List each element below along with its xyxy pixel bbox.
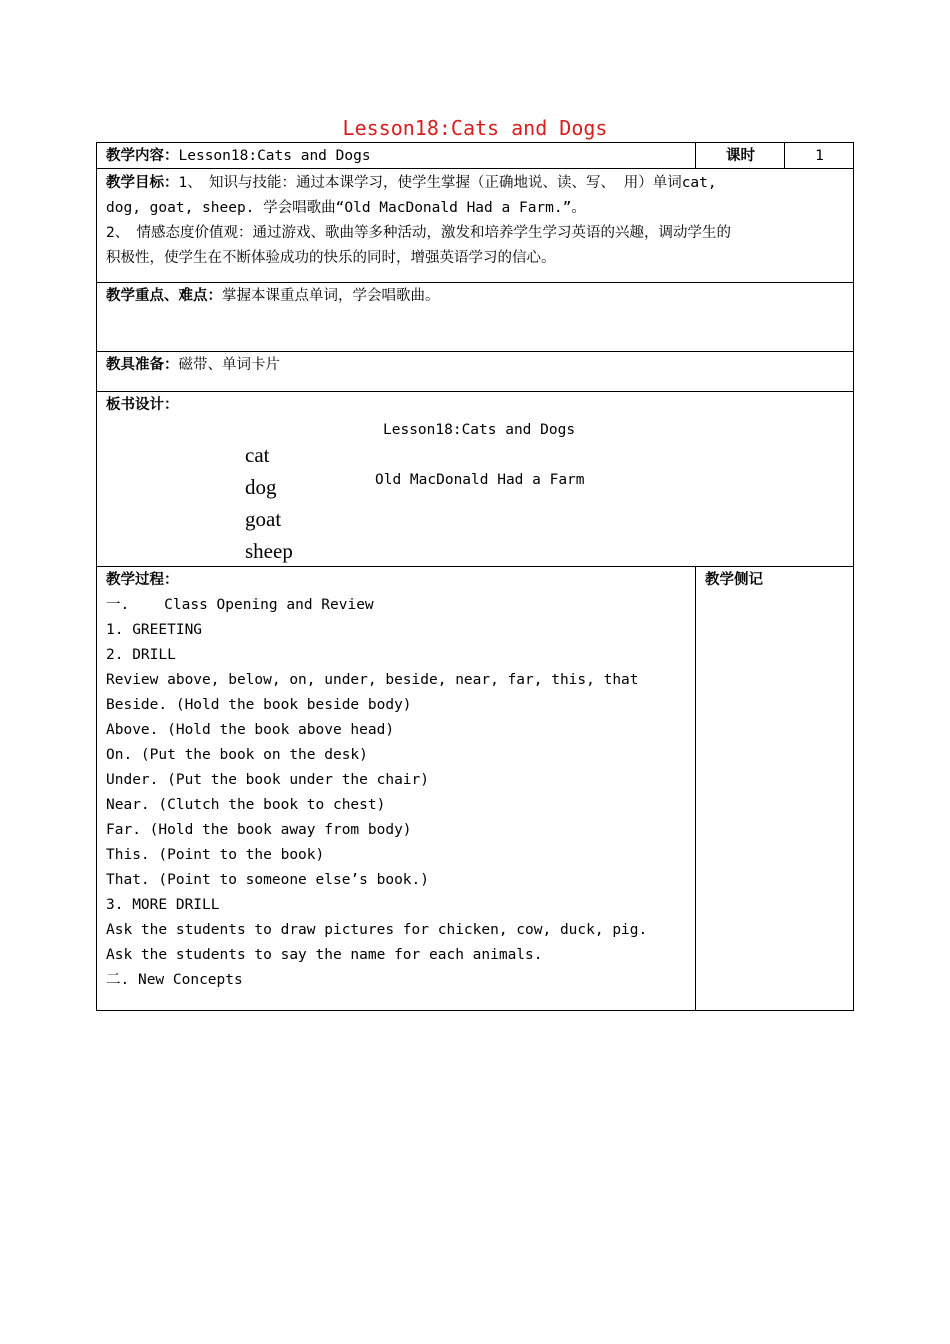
board-word-sheep: sheep <box>245 539 293 563</box>
notes-label: 教学侧记 <box>705 572 763 588</box>
process-line: 二. New Concepts <box>106 972 243 988</box>
board-word-dog: dog <box>245 475 277 499</box>
process-line: 1. GREETING <box>106 622 203 638</box>
content-label: 教学内容： <box>106 148 179 164</box>
process-label: 教学过程： <box>106 572 179 588</box>
goals-cell <box>106 171 845 282</box>
board-word-list <box>245 439 293 566</box>
lesson-plan-table <box>96 142 854 1011</box>
hours-label: 课时 <box>726 148 755 164</box>
process-line: On. (Put the book on the desk) <box>106 747 368 763</box>
key-points-label: 教学重点、难点： <box>106 288 222 304</box>
materials-cell <box>106 353 280 391</box>
process-line: 3. MORE DRILL <box>106 897 220 913</box>
goals-line-2: dog, goat, sheep. 学会唱歌曲“Old MacDonald Had a Farm.”。 <box>106 200 586 216</box>
board-song: Old MacDonald Had a Farm <box>375 472 585 488</box>
process-line: Far. (Hold the book away from body) <box>106 822 412 838</box>
goals-row <box>97 169 853 283</box>
process-line: This. (Point to the book) <box>106 847 325 863</box>
content-value: Lesson18:Cats and Dogs <box>178 148 371 164</box>
process-line: Under. (Put the book under the chair) <box>106 772 430 788</box>
process-line: Review above, below, on, under, beside, near, far, this, that <box>106 672 639 688</box>
process-row <box>97 567 853 1010</box>
board-word-goat: goat <box>245 507 282 531</box>
board-heading: Lesson18:Cats and Dogs <box>383 422 576 438</box>
goals-line-3: 2、 情感态度价值观：通过游戏、歌曲等多种活动，激发和培养学生学习英语的兴趣，调动学生的 <box>106 225 731 241</box>
process-line: Ask the students to say the name for each animals. <box>106 947 543 963</box>
process-line: Beside. (Hold the book beside body) <box>106 697 412 713</box>
process-line: Ask the students to draw pictures for chicken, cow, duck, pig. <box>106 922 648 938</box>
goals-line-1: 1、 知识与技能：通过本课学习，使学生掌握（正确地说、读、写、 用）单词cat, <box>178 175 717 191</box>
materials-label: 教具准备： <box>106 357 179 373</box>
goals-line-4: 积极性，使学生在不断体验成功的快乐的同时，增强英语学习的信心。 <box>106 250 556 266</box>
board-label: 板书设计： <box>106 397 179 413</box>
board-row <box>97 392 853 567</box>
process-line: Near. (Clutch the book to chest) <box>106 797 386 813</box>
process-line: 一. Class Opening and Review <box>106 597 374 613</box>
process-line: Above. (Hold the book above head) <box>106 722 395 738</box>
materials-row <box>97 352 853 392</box>
materials-value: 磁带、单词卡片 <box>178 357 280 373</box>
content-row <box>97 143 853 169</box>
page-title: Lesson18:Cats and Dogs <box>342 116 608 140</box>
key-points-cell <box>106 284 440 351</box>
process-line: That. (Point to someone else’s book.) <box>106 872 430 888</box>
process-cell <box>106 568 647 1010</box>
board-word-cat: cat <box>245 443 270 467</box>
process-line: 2. DRILL <box>106 647 176 663</box>
content-cell <box>106 144 371 168</box>
hours-value: 1 <box>815 148 824 164</box>
key-points-value: 掌握本课重点单词，学会唱歌曲。 <box>222 288 440 304</box>
goals-label: 教学目标： <box>106 175 179 191</box>
key-points-row <box>97 283 853 352</box>
